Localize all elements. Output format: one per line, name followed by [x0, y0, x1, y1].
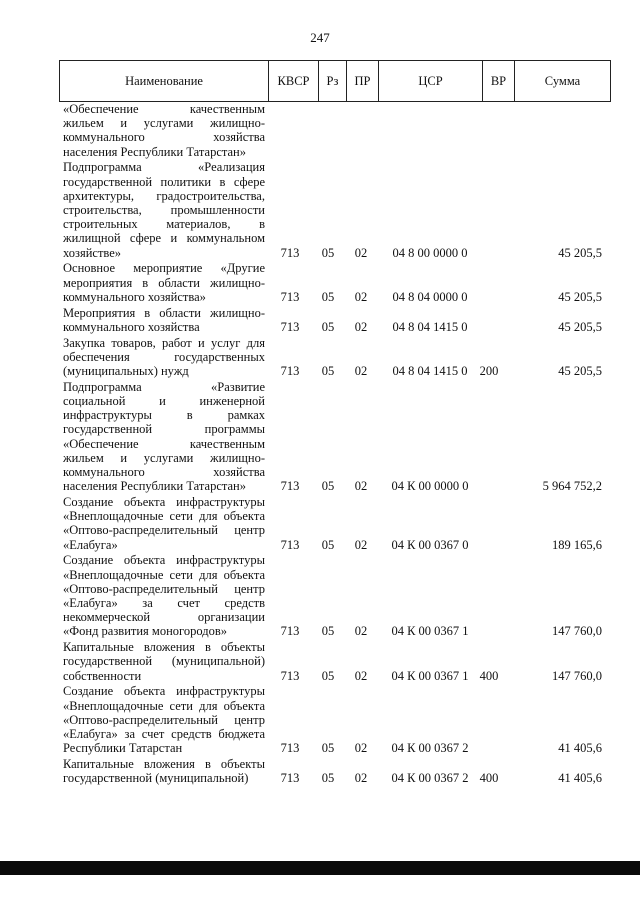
- row-name-line: государственной (муниципальной): [63, 654, 265, 669]
- row-name-line: Капитальные вложения в объекты: [63, 757, 265, 771]
- row-name: [63, 495, 265, 552]
- row-name-line: социальной и инженерной: [63, 394, 265, 408]
- row-name-line: жилищной сфере и коммунальном: [63, 231, 265, 246]
- cell-kvsr: 713: [280, 289, 300, 304]
- cell-rz: 05: [321, 537, 335, 552]
- table-row: [0, 306, 640, 334]
- row-name-line: «Внеплощадочные сети для объекта: [63, 567, 265, 582]
- cell-vr: 400: [479, 668, 499, 683]
- cell-rz: 05: [321, 479, 335, 494]
- header-kvsr: КВСР: [268, 61, 318, 101]
- cell-sum: 41 405,6: [558, 771, 602, 786]
- row-name-line: мероприятия в области жилищно-: [63, 275, 265, 290]
- row-name-line: государственной политики в сфере: [63, 174, 265, 189]
- cell-rz: 05: [321, 771, 335, 786]
- cell-vr: 400: [479, 771, 499, 786]
- cell-csr: 04 К 00 0367 0: [391, 537, 469, 552]
- row-name-line: «Оптово-распределительный центр: [63, 523, 265, 538]
- page-number: 247: [310, 30, 330, 45]
- table-row: [0, 495, 640, 552]
- header-csr: ЦСР: [378, 61, 482, 101]
- table-header: [59, 60, 611, 102]
- cell-sum: 147 760,0: [552, 668, 602, 683]
- row-name-line: коммунального хозяйства»: [63, 289, 206, 304]
- row-name-line: строительства, промышленности: [63, 203, 265, 217]
- cell-pr: 02: [354, 289, 368, 304]
- cell-pr: 02: [354, 771, 368, 786]
- cell-sum: 189 165,6: [552, 537, 602, 552]
- row-name-line: «Фонд развития моногородов»: [63, 624, 227, 639]
- cell-kvsr: 713: [280, 537, 300, 552]
- row-name: [63, 160, 265, 259]
- row-name-line: «Елабуга»: [63, 537, 118, 552]
- table-row: [0, 757, 640, 785]
- row-name-line: Подпрограмма «Реализация: [63, 160, 265, 175]
- row-name: [63, 684, 265, 755]
- cell-rz: 05: [321, 668, 335, 683]
- row-name-line: архитектуры, градостроительства,: [63, 188, 265, 203]
- row-name-line: инфраструктуры в рамках: [63, 408, 265, 423]
- cell-pr: 02: [354, 479, 368, 494]
- table-row: [0, 553, 640, 638]
- row-name-line: Республики Татарстан: [63, 741, 183, 756]
- row-name-line: собственности: [63, 668, 142, 683]
- header-rz: Рз: [318, 61, 346, 101]
- cell-pr: 02: [354, 668, 368, 683]
- row-name: [63, 757, 265, 785]
- row-name-line: государственной (муниципальной): [63, 771, 249, 786]
- cell-csr: 04 8 04 0000 0: [392, 289, 468, 304]
- row-name-line: «Оптово-распределительный центр: [63, 581, 265, 596]
- row-name: [63, 640, 265, 683]
- row-name-line: «Обеспечение качественным: [63, 436, 265, 451]
- table-row: [0, 261, 640, 304]
- cell-rz: 05: [321, 741, 335, 756]
- row-name-line: коммунального хозяйства: [63, 319, 200, 334]
- row-name-line: некоммерческой организации: [63, 610, 265, 625]
- cell-rz: 05: [321, 245, 335, 260]
- row-name-line: Создание объекта инфраструктуры: [63, 495, 265, 509]
- cell-csr: 04 8 04 1415 0: [392, 319, 468, 334]
- cell-pr: 02: [354, 245, 368, 260]
- row-name-line: населения Республики Татарстан»: [63, 144, 246, 159]
- row-name-line: «Внеплощадочные сети для объекта: [63, 509, 265, 524]
- header-name: Наименование: [125, 73, 203, 88]
- row-name-line: обеспечения государственных: [63, 349, 265, 364]
- row-name-line: коммунального хозяйства: [63, 130, 265, 145]
- row-name: [63, 306, 265, 334]
- row-name: [63, 380, 265, 494]
- header-vr: ВР: [482, 61, 514, 101]
- row-name-line: жильем и услугами жилищно-: [63, 116, 265, 131]
- cell-csr: 04 К 00 0367 2: [391, 771, 469, 786]
- cell-sum: 45 205,5: [558, 319, 602, 334]
- cell-kvsr: 713: [280, 479, 300, 494]
- cell-rz: 05: [321, 624, 335, 639]
- row-name: [63, 553, 265, 638]
- row-name-line: хозяйстве»: [63, 245, 122, 260]
- cell-csr: 04 8 04 1415 0: [392, 363, 468, 378]
- row-name-line: Закупка товаров, работ и услуг для: [63, 335, 265, 350]
- row-name-line: «Елабуга» за счет средств: [63, 596, 265, 610]
- row-name-line: государственной программы: [63, 422, 265, 437]
- cell-sum: 41 405,6: [558, 741, 602, 756]
- row-name-line: жильем и услугами жилищно-: [63, 450, 265, 465]
- table-row: [0, 336, 640, 379]
- row-name-line: Подпрограмма «Развитие: [63, 379, 265, 394]
- row-name-line: «Внеплощадочные сети для объекта: [63, 698, 265, 713]
- cell-sum: 147 760,0: [552, 624, 602, 639]
- table-row: [0, 640, 640, 683]
- row-name-line: «Оптово-распределительный центр: [63, 712, 265, 727]
- table-row: [0, 160, 640, 259]
- row-name-line: Создание объекта инфраструктуры: [63, 684, 265, 699]
- table-row: [0, 684, 640, 755]
- row-name-line: Создание объекта инфраструктуры: [63, 553, 265, 568]
- cell-csr: 04 К 00 0367 2: [391, 741, 469, 756]
- cell-pr: 02: [354, 741, 368, 756]
- row-name-line: Мероприятия в области жилищно-: [63, 305, 265, 320]
- table-row: [0, 380, 640, 494]
- cell-sum: 45 205,5: [558, 363, 602, 378]
- cell-rz: 05: [321, 363, 335, 378]
- row-name: [63, 102, 265, 159]
- row-name-line: (муниципальных) нужд: [63, 364, 189, 378]
- cell-kvsr: 713: [280, 319, 300, 334]
- cell-csr: 04 К 00 0367 1: [391, 624, 469, 639]
- cell-kvsr: 713: [280, 771, 300, 786]
- header-sum: Сумма: [514, 61, 610, 101]
- cell-csr: 04 К 00 0367 1: [391, 668, 469, 683]
- cell-sum: 5 964 752,2: [542, 479, 602, 494]
- header-pr: ПР: [346, 61, 378, 101]
- cell-pr: 02: [354, 624, 368, 639]
- cell-pr: 02: [354, 537, 368, 552]
- scan-bottom-edge: [0, 861, 640, 875]
- table-row: [0, 102, 640, 159]
- row-name-line: коммунального хозяйства: [63, 465, 265, 480]
- row-name-line: Капитальные вложения в объекты: [63, 640, 265, 655]
- cell-rz: 05: [321, 289, 335, 304]
- cell-kvsr: 713: [280, 624, 300, 639]
- cell-kvsr: 713: [280, 668, 300, 683]
- row-name: [63, 336, 265, 379]
- cell-kvsr: 713: [280, 741, 300, 756]
- cell-vr: 200: [479, 363, 499, 378]
- cell-csr: 04 К 00 0000 0: [391, 479, 469, 494]
- cell-sum: 45 205,5: [558, 245, 602, 260]
- row-name: [63, 261, 265, 304]
- cell-rz: 05: [321, 319, 335, 334]
- cell-pr: 02: [354, 319, 368, 334]
- cell-kvsr: 713: [280, 363, 300, 378]
- row-name-line: Основное мероприятие «Другие: [63, 261, 265, 276]
- cell-sum: 45 205,5: [558, 289, 602, 304]
- row-name-line: «Елабуга» за счет средств бюджета: [63, 727, 265, 741]
- cell-pr: 02: [354, 363, 368, 378]
- row-name-line: строительных материалов, в: [63, 217, 265, 232]
- cell-kvsr: 713: [280, 245, 300, 260]
- cell-csr: 04 8 00 0000 0: [392, 245, 468, 260]
- row-name-line: населения Республики Татарстан»: [63, 479, 246, 494]
- row-name-line: «Обеспечение качественным: [63, 102, 265, 116]
